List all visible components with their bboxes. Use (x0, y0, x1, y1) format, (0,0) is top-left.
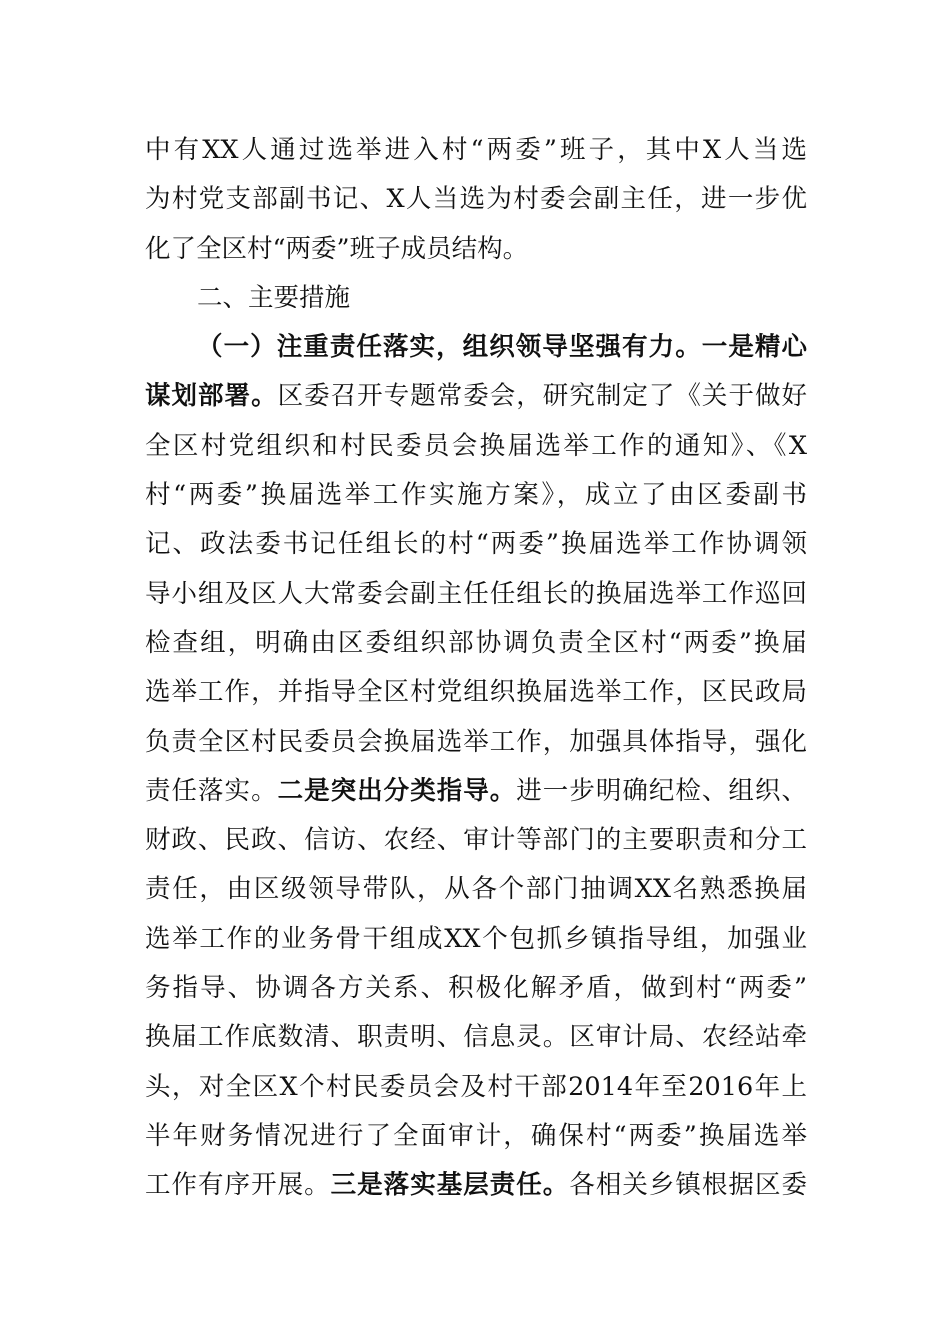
paragraph-line (145, 323, 807, 372)
paragraph-line: 全区村党组织和村民委员会换届选举工作的通知》、《X (145, 430, 807, 461)
paragraph-line: 选举工作，并指导全区村党组织换届选举工作，区民政局 (145, 677, 807, 708)
paragraph-line: 记、政法委书记任组长的村“两委”换届选举工作协调领 (145, 529, 807, 560)
paragraph-line: 选举工作的业务骨干组成XX个包抓乡镇指导组，加强业 (145, 923, 807, 954)
paragraph-text: 区委召开专题常委会，研究制定了《关于做好 (277, 381, 807, 412)
paragraph-line (145, 372, 807, 421)
document-page (145, 126, 807, 1211)
key-point: 谋划部署。 (145, 381, 278, 412)
key-point: 二是突出分类指导。 (277, 775, 517, 806)
paragraph-line (145, 767, 807, 816)
paragraph-line: 责任，由区级领导带队，从各个部门抽调XX名熟悉换届 (145, 874, 807, 905)
key-point: 三是落实基层责任。 (330, 1170, 570, 1201)
paragraph-line: 导小组及区人大常委会副主任任组长的换届选举工作巡回 (145, 578, 807, 609)
paragraph-line: 村“两委”换届选举工作实施方案》，成立了由区委副书 (145, 480, 807, 511)
paragraph-line: 务指导、协调各方关系、积极化解矛盾，做到村“两委” (145, 973, 807, 1004)
paragraph-line: 化了全区村“两委”班子成员结构。 (145, 233, 529, 264)
paragraph-line: 中有XX人通过选举进入村“两委”班子，其中X人当选 (145, 135, 807, 165)
paragraph-line: 换届工作底数清、职责明、信息灵。区审计局、农经站牵 (145, 1022, 807, 1053)
paragraph-line: 负责全区村民委员会换届选举工作，加强具体指导，强化 (145, 726, 807, 757)
paragraph-line (145, 1161, 807, 1210)
paragraph-text: 各相关乡镇根据区委 (569, 1170, 807, 1201)
paragraph-line: 头，对全区X个村民委员会及村干部2014年至2016年上 (145, 1071, 807, 1102)
paragraph-line: 为村党支部副书记、X人当选为村委会副主任，进一步优 (145, 184, 807, 215)
paragraph-line: 检查组，明确由区委组织部协调负责全区村“两委”换届 (145, 627, 807, 658)
subsection-heading: （一）注重责任落实，组织领导坚强有力。一是精心 (197, 332, 807, 363)
paragraph-text: 进一步明确纪检、组织、 (516, 775, 807, 806)
paragraph-line: 半年财务情况进行了全面审计，确保村“两委”换届选举 (145, 1120, 807, 1151)
section-heading: 二、主要措施 (197, 282, 351, 313)
paragraph-line: 财政、民政、信访、农经、审计等部门的主要职责和分工 (145, 825, 807, 856)
paragraph-text: 责任落实。 (145, 775, 278, 806)
paragraph-text: 工作有序开展。 (145, 1170, 331, 1201)
